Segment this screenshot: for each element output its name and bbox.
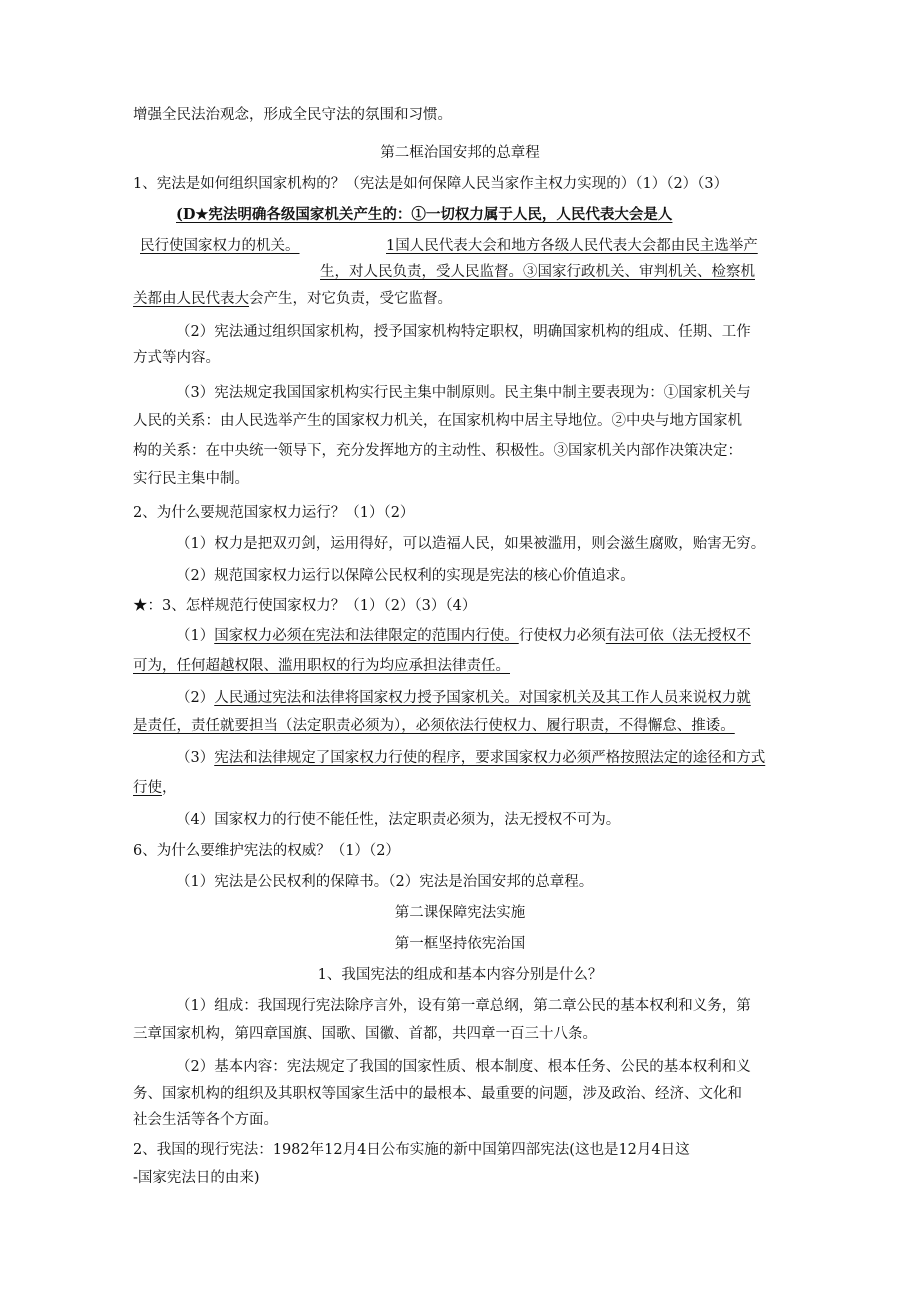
text-line: 2、我国的现行宪法：1982年12月4日公布实施的新中国第四部宪法(这也是12月4日这 — [133, 1142, 690, 1158]
text-line: 三章国家机构，第四章国旗、国歌、国徽、首都，共四章一百三十八条。 — [133, 1026, 597, 1042]
underlined-text: 有法可依（法无授权不 — [605, 628, 751, 644]
text-line: 务、国家机构的组织及其职权等国家生活中的最根本、最重要的问题，涉及政治、经济、文化和 — [133, 1086, 742, 1102]
underlined-text: 人民通过宪法和法律将国家权力授予国家机关。对国家机关及其工作人员来说权力就 — [214, 690, 751, 706]
text-span: （3） — [176, 750, 215, 766]
underlined-text: 1国人民代表大会和地方各级人民代表大会都由民主选举产 — [386, 238, 758, 254]
section-heading: 第二框治国安邦的总章程 — [380, 145, 540, 161]
underlined-text: 民行使国家权力的机关。 — [140, 238, 300, 254]
text-line: （1）宪法是公民权利的保障书。（2）宪法是治国安邦的总章程。 — [176, 874, 594, 890]
text-line: （1）权力是把双刃剑，运用得好，可以造福人民，如果被滥用，则会滋生腐败，贻害无穷。 — [176, 536, 766, 552]
question-heading: 6、为什么要维护宪法的权威？（1）（2） — [133, 843, 400, 859]
text-line: 实行民主集中制。 — [133, 471, 249, 487]
text-span: 会产生，对它负责，受它监督。 — [249, 291, 452, 307]
text-line: 增强全民法治观念，形成全民守法的氛围和习惯。 — [133, 107, 452, 123]
text-line: （2）基本内容：宪法规定了我国的国家性质、根本制度、根本任务、公民的基本权利和义 — [176, 1059, 751, 1075]
text-line — [176, 688, 751, 708]
text-span: （1） — [176, 628, 215, 644]
text-line: 方式等内容。 — [133, 350, 220, 366]
text-line: （3）宪法规定我国国家机构实行民主集中制原则。民主集中制主要表现为：①国家机关与 — [176, 385, 751, 401]
text-line: （2）规范国家权力运行以保障公民权利的实现是宪法的核心价值追求。 — [176, 568, 635, 584]
question-heading: 1、宪法是如何组织国家机构的？（宪法是如何保障人民当家作主权力实现的）（1）（2）（3） — [133, 176, 729, 192]
text-line: -国家宪法日的由来) — [133, 1170, 260, 1186]
text-line — [176, 748, 765, 768]
section-heading: 第一框坚持依宪治国 — [394, 936, 526, 952]
text-span: （2） — [176, 690, 215, 706]
text-line: （1）组成：我国现行宪法除序言外，设有第一章总纲，第二章公民的基本权利和义务，第 — [176, 998, 751, 1014]
underlined-text: 可为，任何超越权限、滥用职权的行为均应承担法律责任。 — [133, 658, 510, 674]
text-line: （2）宪法通过组织国家机构，授予国家机构特定职权，明确国家机构的组成、任期、工作 — [176, 324, 751, 340]
underlined-text: 关都由人民代表大 — [133, 291, 249, 307]
text-line: （4）国家权力的行使不能任性，法定职责必须为，法无授权不可为。 — [176, 812, 621, 828]
question-heading: 1、我国宪法的组成和基本内容分别是什么？ — [317, 967, 603, 983]
text-line: 社会生活等各个方面。 — [133, 1112, 278, 1128]
text-line — [133, 778, 177, 798]
underlined-text: (D★宪法明确各级国家机关产生的：①一切权力属于人民，人民代表大会是人 — [176, 206, 673, 223]
text-span: 行使权力必须 — [518, 628, 606, 644]
text-span: ， — [162, 780, 177, 796]
question-heading: 2、为什么要规范国家权力运行？（1）（2） — [133, 505, 415, 521]
text-line — [133, 289, 452, 309]
section-heading: 第二课保障宪法实施 — [394, 905, 526, 921]
underlined-text: 生，对人民负责，受人民监督。③国家行政机关、审判机关、检察机 — [320, 264, 755, 280]
text-line: 人民的关系：由人民选举产生的国家权力机关，在国家机构中居主导地位。②中央与地方国家机 — [133, 413, 742, 429]
underlined-text: 行使 — [133, 780, 162, 796]
text-line: 构的关系：在中央统一领导下，充分发挥地方的主动性、积极性。③国家机关内部作决策决定： — [133, 443, 742, 459]
underlined-text: 国家权力必须在宪法和法律限定的范围内行使。 — [214, 628, 519, 644]
text-line — [176, 626, 751, 646]
underlined-text: 宪法和法律规定了国家权力行使的程序，要求国家权力必须严格按照法定的途径和方式 — [214, 750, 766, 766]
underlined-text: 是责任，责任就要担当（法定职责必须为），必须依法行使权力、履行职责，不得懈怠、推诿。 — [133, 718, 735, 734]
question-heading: ★：3、怎样规范行使国家权力？（1）（2）（3）（4） — [133, 598, 477, 614]
